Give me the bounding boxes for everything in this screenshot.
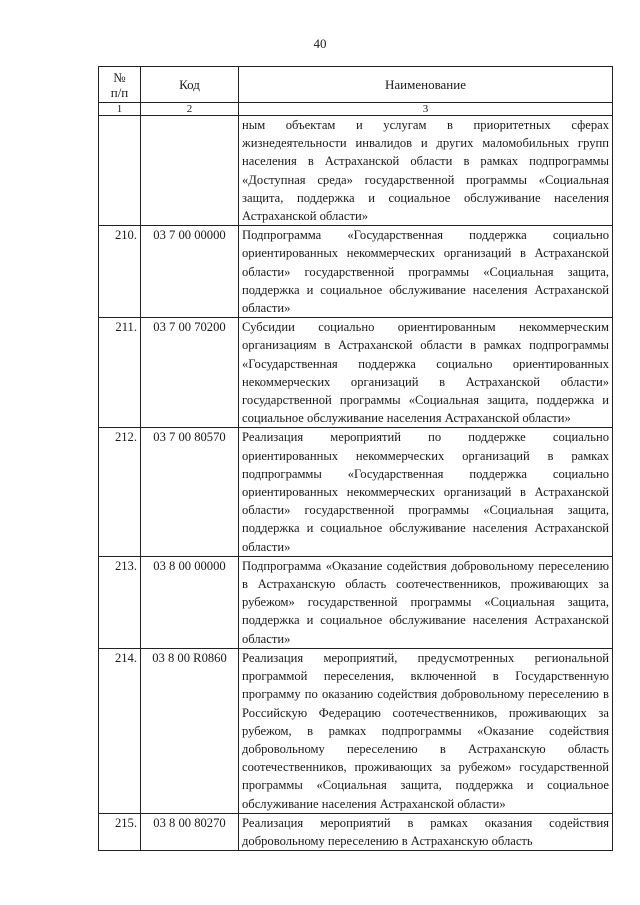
row-num: 214. — [99, 648, 141, 813]
column-number-1: 1 — [99, 103, 141, 116]
row-name: Реализация мероприятий, предусмотренных региональной программой переселения, включенной в Государственную программу по оказанию содействия добровольному переселению в Российскую Федерацию соотечественников, проживающих за рубежом, в рамках подпрограммы «Оказание содействия добровольному переселению в Астраханскую область соотечественников, проживающих за рубежом» государственной программы «Социальная защита, поддержка и социальное обслуживание населения Астраханской области» — [239, 648, 613, 813]
table-row — [99, 226, 613, 318]
page-number: 40 — [313, 36, 327, 51]
header-code: Код — [141, 67, 239, 103]
row-name: Субсидии социально ориентированным некоммерческим организациям в Астраханской области в рамках подпрограммы «Государственная поддержка социально ориентированных некоммерческих организаций в Астраханской области» государственной программы «Социальная защита, поддержка и социальное обслуживание населения Астраханской области» — [239, 318, 613, 428]
row-name: Реализация мероприятий по поддержке социально ориентированных некоммерческих организаций в рамках подпрограммы «Государственная поддержка социально ориентированных некоммерческих организаций в Астраханской области» государственной программы «Социальная защита, поддержка и социальное обслуживание населения Астраханской области» — [239, 428, 613, 556]
row-num: 212. — [99, 428, 141, 556]
header-num: № п/п — [99, 67, 141, 103]
row-num — [99, 116, 141, 226]
row-num: 215. — [99, 813, 141, 850]
row-num: 210. — [99, 226, 141, 318]
row-code: 03 7 00 00000 — [141, 226, 239, 318]
row-num: 211. — [99, 318, 141, 428]
table-row — [99, 556, 613, 648]
column-number-3: 3 — [239, 103, 613, 116]
row-code: 03 7 00 80570 — [141, 428, 239, 556]
row-num: 213. — [99, 556, 141, 648]
row-code — [141, 116, 239, 226]
row-code: 03 8 00 80270 — [141, 813, 239, 850]
row-name: Подпрограмма «Государственная поддержка социально ориентированных некоммерческих организаций в Астраханской области» государственной программы «Социальная защита, поддержка и социальное обслуживание населения Астраханской области» — [239, 226, 613, 318]
code-table — [98, 66, 613, 851]
column-number-2: 2 — [141, 103, 239, 116]
table-row — [99, 813, 613, 850]
row-code: 03 8 00 00000 — [141, 556, 239, 648]
row-code: 03 8 00 R0860 — [141, 648, 239, 813]
row-code: 03 7 00 70200 — [141, 318, 239, 428]
table-row — [99, 428, 613, 556]
table-row-continuation — [99, 116, 613, 226]
row-name: ным объектам и услугам в приоритетных сферах жизнедеятельности инвалидов и других маломобильных групп населения в Астраханской области в рамках подпрограммы «Доступная среда» государственной программы «Социальная защита, поддержка и социальное обслуживание населения Астраханской области» — [239, 116, 613, 226]
row-name: Реализация мероприятий в рамках оказания содействия добровольному переселению в Астраханскую область — [239, 813, 613, 850]
column-numbers-row — [99, 103, 613, 116]
table-header-row — [99, 67, 613, 103]
row-name: Подпрограмма «Оказание содействия добровольному переселению в Астраханскую область соотечественников, проживающих за рубежом» государственной программы «Социальная защита, поддержка и социальное обслуживание населения Астраханской области» — [239, 556, 613, 648]
table-row — [99, 648, 613, 813]
table-row — [99, 318, 613, 428]
header-name: Наименование — [239, 67, 613, 103]
